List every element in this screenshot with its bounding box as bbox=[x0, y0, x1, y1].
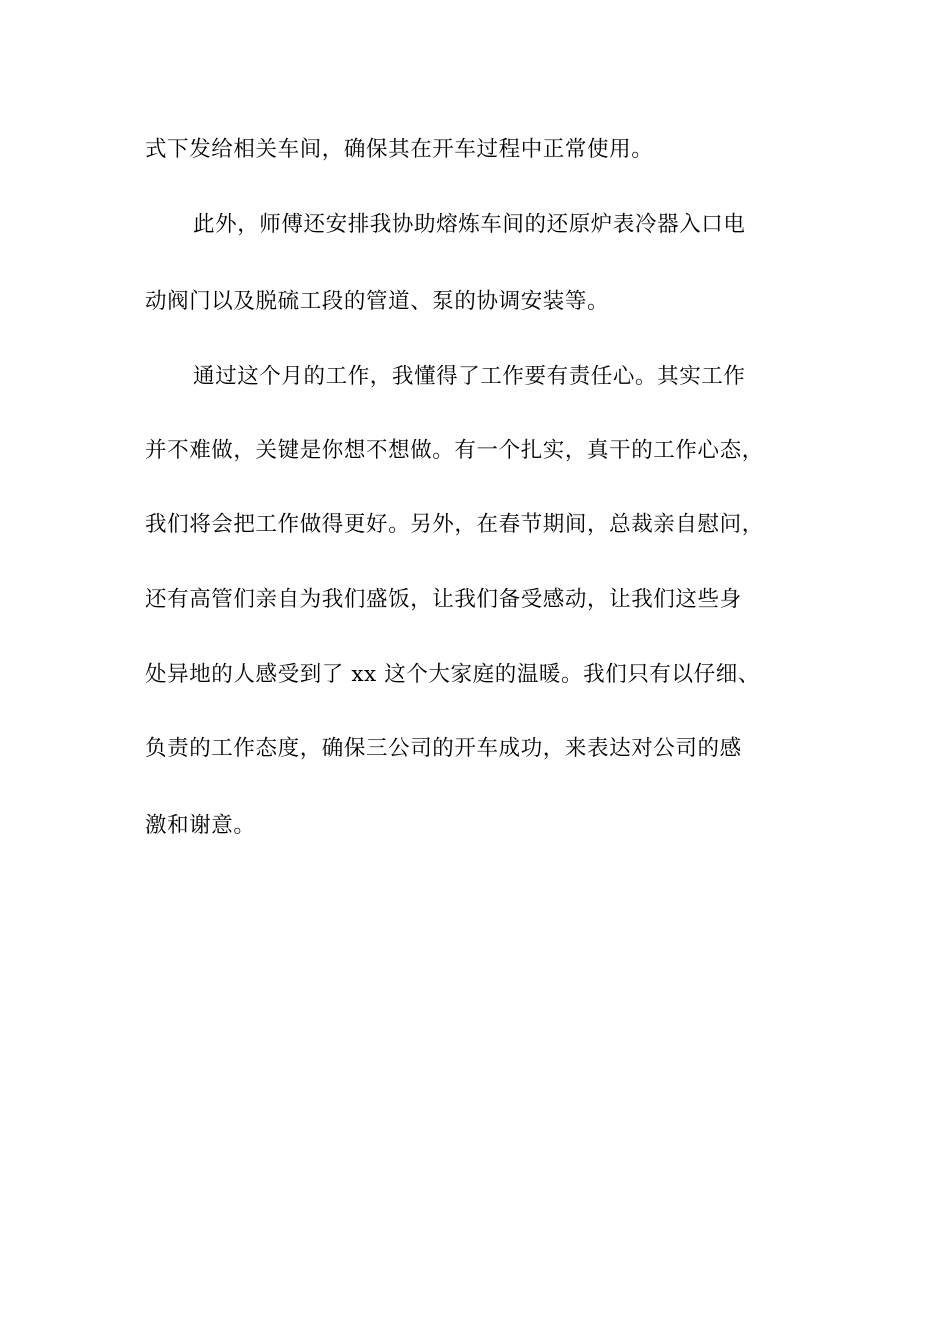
paragraph-first-line: 此外，师傅还安排我协助熔炼车间的还原炉表冷器入口电 bbox=[193, 212, 746, 237]
text-line: 负责的工作态度，确保三公司的开车成功，来表达对公司的感 bbox=[145, 736, 742, 761]
text-line: 式下发给相关车间，确保其在开车过程中正常使用。 bbox=[145, 137, 654, 162]
text-line: 动阀门以及脱硫工段的管道、泵的协调安装等。 bbox=[145, 289, 610, 314]
text-line: 并不难做，关键是你想不想做。有一个扎实，真干的工作心态， bbox=[145, 438, 764, 463]
text-line: 还有高管们亲自为我们盛饭，让我们备受感动，让我们这些身 bbox=[145, 587, 742, 612]
text-line: 我们将会把工作做得更好。另外，在春节期间，总裁亲自慰问， bbox=[145, 512, 764, 537]
paragraph-first-line: 通过这个月的工作，我懂得了工作要有责任心。其实工作 bbox=[193, 364, 746, 389]
text-line: 处异地的人感受到了 xx 这个大家庭的温暖。我们只有以仔细、 bbox=[145, 662, 760, 687]
text-line: 激和谢意。 bbox=[145, 813, 256, 838]
